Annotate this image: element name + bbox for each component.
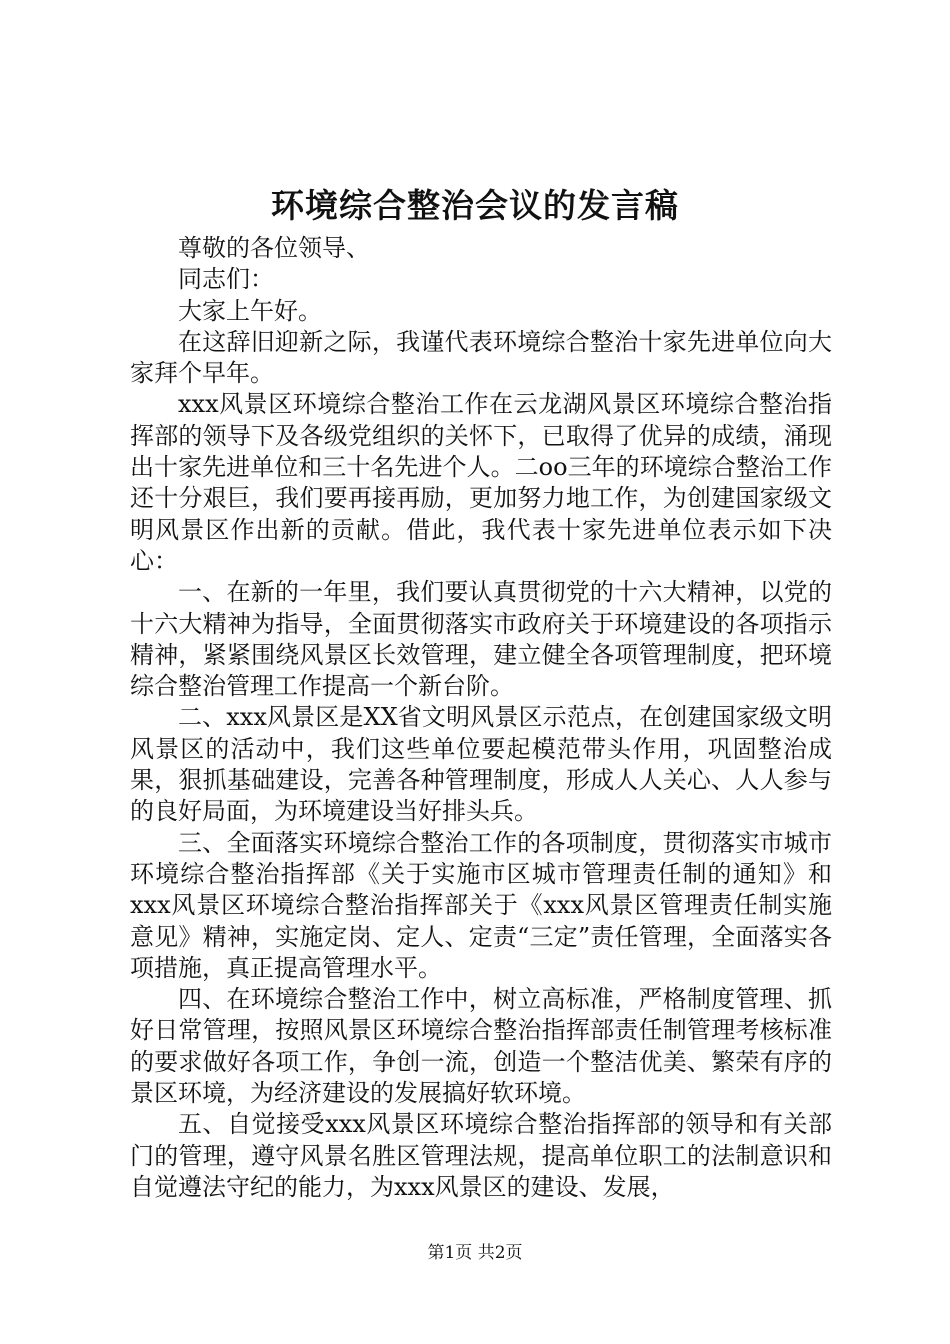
- page-footer: 第1页 共2页: [427, 1243, 523, 1263]
- paragraph-achievements: xxx风景区环境综合整治工作在云龙湖风景区环境综合整治指挥部的领导下及各级党组织的关怀下，已取得了优异的成绩，涌现出十家先进单位和三十名先进个人。二oo三年的环境综合整治工作还十分艰巨，我们要再接再励，更加努力地工作，为创建国家级文明风景区作出新的贡献。借此，我代表十家先进单位表示如下决心：: [130, 390, 832, 575]
- paragraph-resolution-4: 四、在环境综合整治工作中，树立高标准，严格制度管理、抓好日常管理，按照风景区环境综合整治指挥部责任制管理考核标准的要求做好各项工作，争创一流，创造一个整洁优美、繁荣有序的景区环境，为经济建设的发展搞好软环境。: [130, 985, 832, 1108]
- greeting-line: 大家上午好。: [178, 296, 322, 325]
- salutation-line-1: 尊敬的各位领导、: [178, 234, 370, 262]
- paragraph-intro: 在这辞旧迎新之际，我谨代表环境综合整治十家先进单位向大家拜个早年。: [130, 327, 832, 388]
- document-body: [130, 233, 832, 1203]
- document-title: 环境综合整治会议的发言稿: [271, 186, 679, 225]
- paragraph-resolution-5: 五、自觉接受xxx风景区环境综合整治指挥部的领导和有关部门的管理，遵守风景名胜区管理法规，提高单位职工的法制意识和自觉遵法守纪的能力，为xxx风景区的建设、发展，: [130, 1110, 832, 1201]
- paragraph-resolution-3: 三、全面落实环境综合整治工作的各项制度，贯彻落实市城市环境综合整治指挥部《关于实施市区城市管理责任制的通知》和xxx风景区环境综合整治指挥部关于《xxx风景区管理责任制实施意见》精神，实施定岗、定人、定责“三定”责任管理，全面落实各项措施，真正提高管理水平。: [130, 828, 832, 982]
- salutation-line-2: 同志们：: [178, 265, 274, 294]
- paragraph-resolution-1: 一、在新的一年里，我们要认真贯彻党的十六大精神，以党的十六大精神为指导，全面贯彻落实市政府关于环境建设的各项指示精神，紧紧围绕风景区长效管理，建立健全各项管理制度，把环境综合整治管理工作提高一个新台阶。: [130, 578, 832, 701]
- paragraph-resolution-2: 二、xxx风景区是XX省文明风景区示范点，在创建国家级文明风景区的活动中，我们这些单位要起模范带头作用，巩固整治成果，狠抓基础建设，完善各种管理制度，形成人人关心、人人参与的良好局面，为环境建设当好排头兵。: [130, 703, 832, 826]
